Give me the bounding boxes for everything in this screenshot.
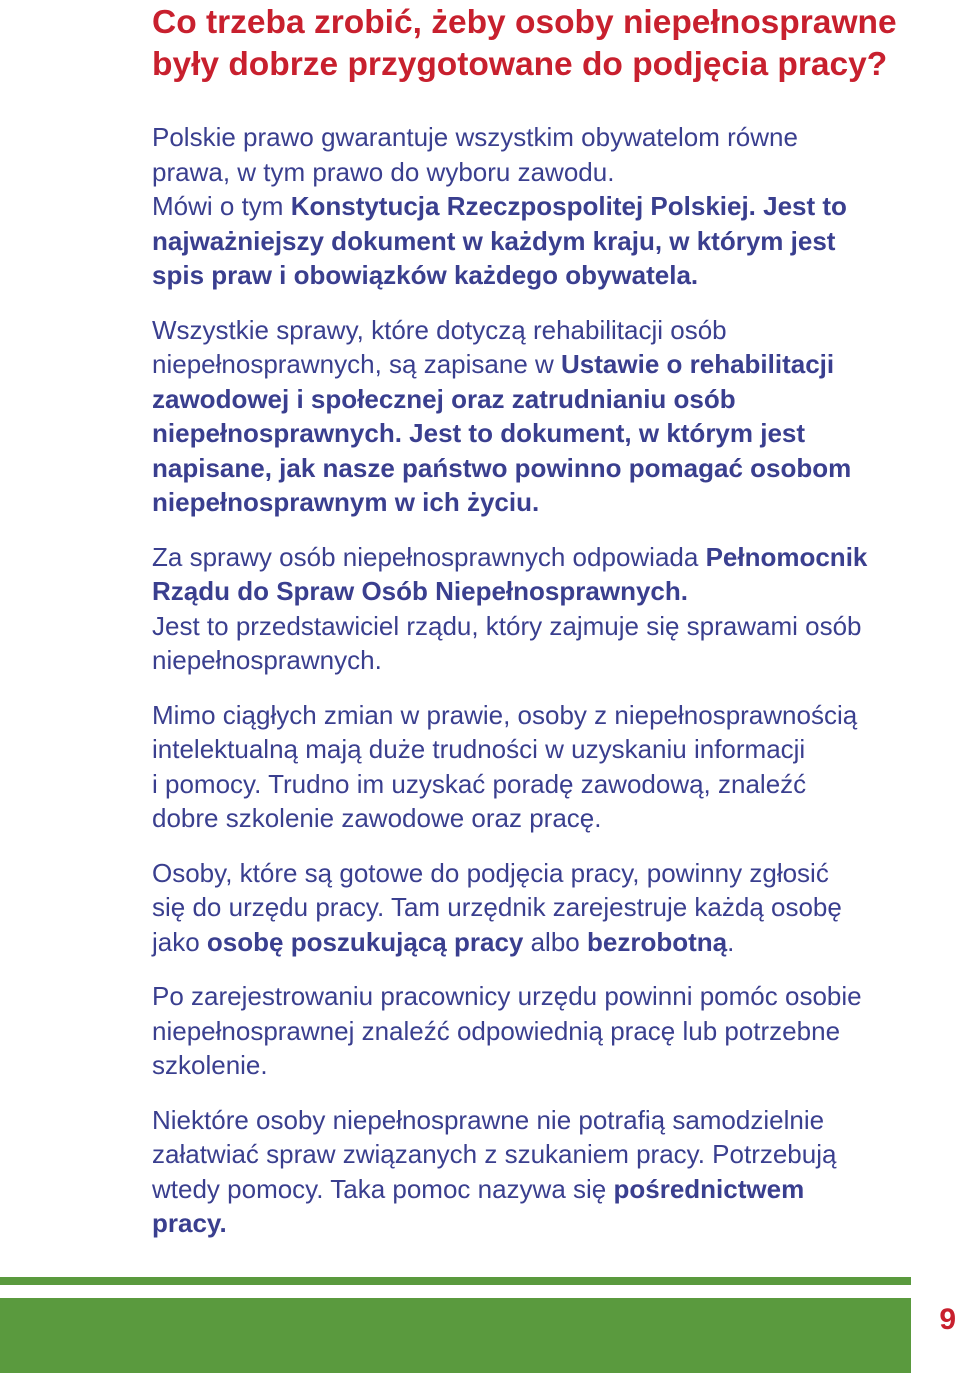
text-line: Mimo ciągłych zmian w prawie, osoby z niepełnosprawnością	[152, 699, 858, 730]
text-line: prawa, w tym prawo do wyboru zawodu.	[152, 156, 615, 187]
text-line: niepełnosprawnych.	[152, 645, 382, 675]
page-title	[152, 2, 942, 86]
text-line: Niektóre osoby niepełnosprawne nie potrafią samodzielnie	[152, 1104, 825, 1135]
text-line: załatwiać spraw związanych z szukaniem pracy. Potrzebują	[152, 1139, 837, 1169]
emphasis-line: pracy.	[152, 1208, 227, 1238]
emphasis-act: Ustawie o rehabilitacji	[561, 349, 835, 379]
text-line: intelektualną mają duże trudności w uzyskaniu informacji	[152, 734, 806, 764]
page-number: 9	[939, 1303, 956, 1336]
main-content	[152, 120, 942, 1241]
text-line: Po zarejestrowaniu pracownicy urzędu powinni pomóc osobie	[152, 981, 862, 1011]
text-line	[152, 540, 942, 575]
emphasis-job-placement: pośrednictwem	[613, 1173, 805, 1204]
emphasis-line: niepełnosprawnym w ich życiu.	[152, 487, 540, 517]
paragraph-registration	[152, 856, 942, 960]
text-line: Wszystkie sprawy, które dotyczą rehabilitacji osób	[152, 314, 727, 345]
text-span: jako	[152, 926, 207, 957]
text-line	[152, 1172, 942, 1207]
title-line-2: były dobrze przygotowane do podjęcia pracy?	[152, 46, 888, 83]
title-line-1: Co trzeba zrobić, żeby osoby niepełnosprawne	[152, 4, 897, 41]
text-span: niepełnosprawnych, są zapisane w	[152, 349, 562, 379]
text-line	[152, 347, 942, 382]
text-line	[152, 189, 942, 224]
paragraph-constitution	[152, 120, 942, 293]
emphasis-line: niepełnosprawnych. Jest to dokument, w którym jest	[152, 418, 806, 448]
text-line: i pomocy. Trudno im uzyskać poradę zawodową, znaleźć	[152, 768, 807, 799]
emphasis-plenipotentiary: Pełnomocnik	[705, 541, 868, 572]
text-line: Osoby, które są gotowe do podjęcia pracy, powinny zgłosić	[152, 857, 829, 888]
text-span: Mówi o tym	[152, 191, 291, 221]
text-span: Za sprawy osób niepełnosprawnych odpowiada	[152, 541, 706, 572]
emphasis-line: spis praw i obowiązków każdego obywatela.	[152, 260, 699, 290]
paragraph-difficulties	[152, 698, 942, 836]
footer-band	[0, 1298, 911, 1373]
text-line	[152, 925, 942, 960]
emphasis-line: Rządu do Spraw Osób Niepełnosprawnych.	[152, 576, 688, 606]
text-line: niepełnosprawnej znaleźć odpowiednią pracę lub potrzebne	[152, 1015, 841, 1046]
footer-rule	[0, 1277, 911, 1285]
emphasis-line: napisane, jak nasze państwo powinno pomagać osobom	[152, 452, 852, 483]
paragraph-plenipotentiary	[152, 540, 942, 678]
emphasis-constitution: Konstytucja Rzeczpospolitej Polskiej. Jest to	[290, 191, 847, 221]
text-span: wtedy pomocy. Taka pomoc nazywa się	[152, 1173, 614, 1204]
text-line: szkolenie.	[152, 1050, 268, 1080]
emphasis-line: najważniejszy dokument w każdym kraju, w którym jest	[152, 225, 836, 256]
paragraph-job-placement	[152, 1103, 942, 1241]
emphasis-unemployed: bezrobotną	[586, 926, 728, 957]
text-span: albo	[523, 926, 587, 957]
paragraph-act	[152, 313, 942, 520]
emphasis-line: zawodowej i społecznej oraz zatrudnianiu osób	[152, 383, 736, 414]
text-line: Polskie prawo gwarantuje wszystkim obywatelom równe	[152, 122, 798, 152]
emphasis-job-seeker: osobę poszukującą pracy	[206, 926, 524, 957]
text-line: Jest to przedstawiciel rządu, który zajmuje się sprawami osób	[152, 610, 862, 641]
text-line: się do urzędu pracy. Tam urzędnik zarejestruje każdą osobę	[152, 892, 842, 922]
text-span: .	[727, 926, 735, 957]
paragraph-office-help	[152, 979, 942, 1083]
text-line: dobre szkolenie zawodowe oraz pracę.	[152, 803, 602, 833]
